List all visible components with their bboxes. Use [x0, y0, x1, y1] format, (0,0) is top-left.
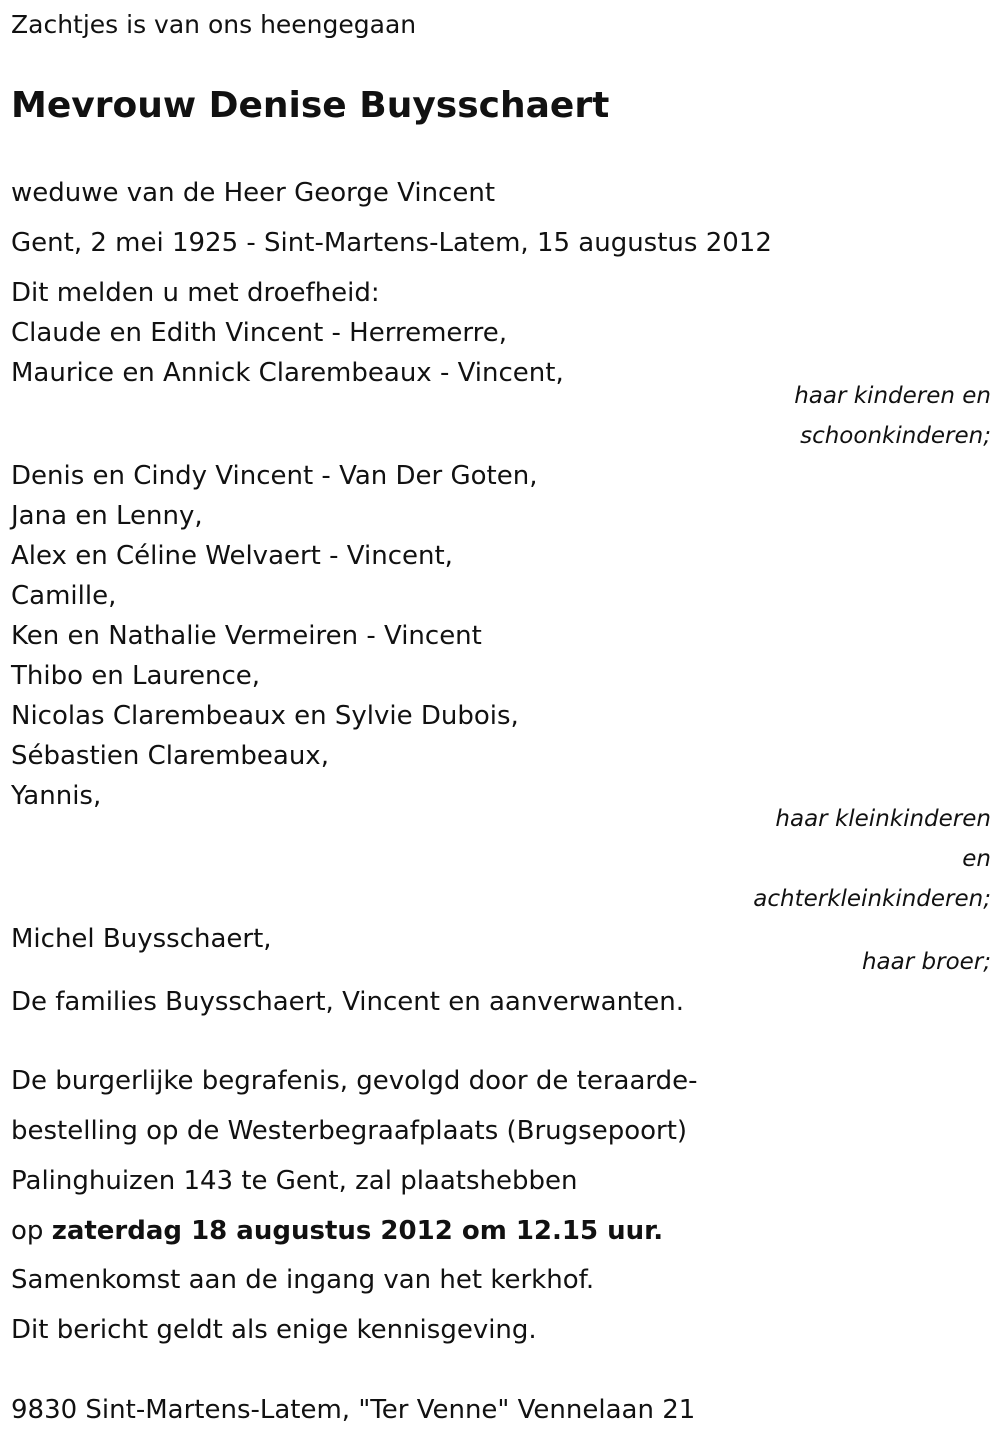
grandchildren-role: en: [962, 846, 991, 872]
grandchildren-role: achterkleinkinderen;: [753, 886, 991, 912]
grandchild-line: Thibo en Laurence,: [11, 661, 261, 691]
funeral-date-prefix: op: [11, 1216, 52, 1246]
announce-intro: Dit melden u met droefheid:: [11, 278, 380, 308]
grandchild-line: Camille,: [11, 581, 117, 611]
notice-line: Dit bericht geldt als enige kennisgeving.: [11, 1315, 537, 1345]
funeral-line: De burgerlijke begrafenis, gevolgd door de teraarde-: [11, 1066, 698, 1096]
child-line: Claude en Edith Vincent - Herremerre,: [11, 318, 508, 348]
address-line: 9830 Sint-Martens-Latem, "Ter Venne" Vennelaan 21: [11, 1395, 696, 1425]
families-line: De families Buysschaert, Vincent en aanverwanten.: [11, 987, 684, 1017]
deceased-name: Mevrouw Denise Buysschaert: [11, 85, 610, 126]
grandchildren-role: haar kleinkinderen: [775, 806, 991, 832]
widow-of: weduwe van de Heer George Vincent: [11, 178, 496, 208]
funeral-date: zaterdag 18 augustus 2012 om 12.15 uur.: [51, 1216, 664, 1246]
children-role: schoonkinderen;: [800, 423, 991, 449]
grandchild-line: Alex en Céline Welvaert - Vincent,: [11, 541, 453, 571]
intro-text: Zachtjes is van ons heengegaan: [11, 10, 417, 39]
child-line: Maurice en Annick Clarembeaux - Vincent,: [11, 358, 564, 388]
brother-role: haar broer;: [861, 949, 991, 975]
life-dates: Gent, 2 mei 1925 - Sint-Martens-Latem, 15 augustus 2012: [11, 228, 772, 258]
grandchild-line: Denis en Cindy Vincent - Van Der Goten,: [11, 461, 538, 491]
grandchild-line: Nicolas Clarembeaux en Sylvie Dubois,: [11, 701, 519, 731]
children-role: haar kinderen en: [794, 383, 991, 409]
grandchild-line: Ken en Nathalie Vermeiren - Vincent: [11, 621, 482, 651]
brother-name: Michel Buysschaert,: [11, 924, 272, 954]
grandchild-line: Jana en Lenny,: [11, 501, 203, 531]
gathering-line: Samenkomst aan de ingang van het kerkhof.: [11, 1265, 595, 1295]
funeral-line: bestelling op de Westerbegraafplaats (Brugsepoort): [11, 1116, 688, 1146]
grandchild-line: Yannis,: [11, 781, 102, 811]
grandchild-line: Sébastien Clarembeaux,: [11, 741, 329, 771]
funeral-date-line: [11, 1216, 663, 1246]
funeral-line: Palinghuizen 143 te Gent, zal plaatshebben: [11, 1166, 578, 1196]
